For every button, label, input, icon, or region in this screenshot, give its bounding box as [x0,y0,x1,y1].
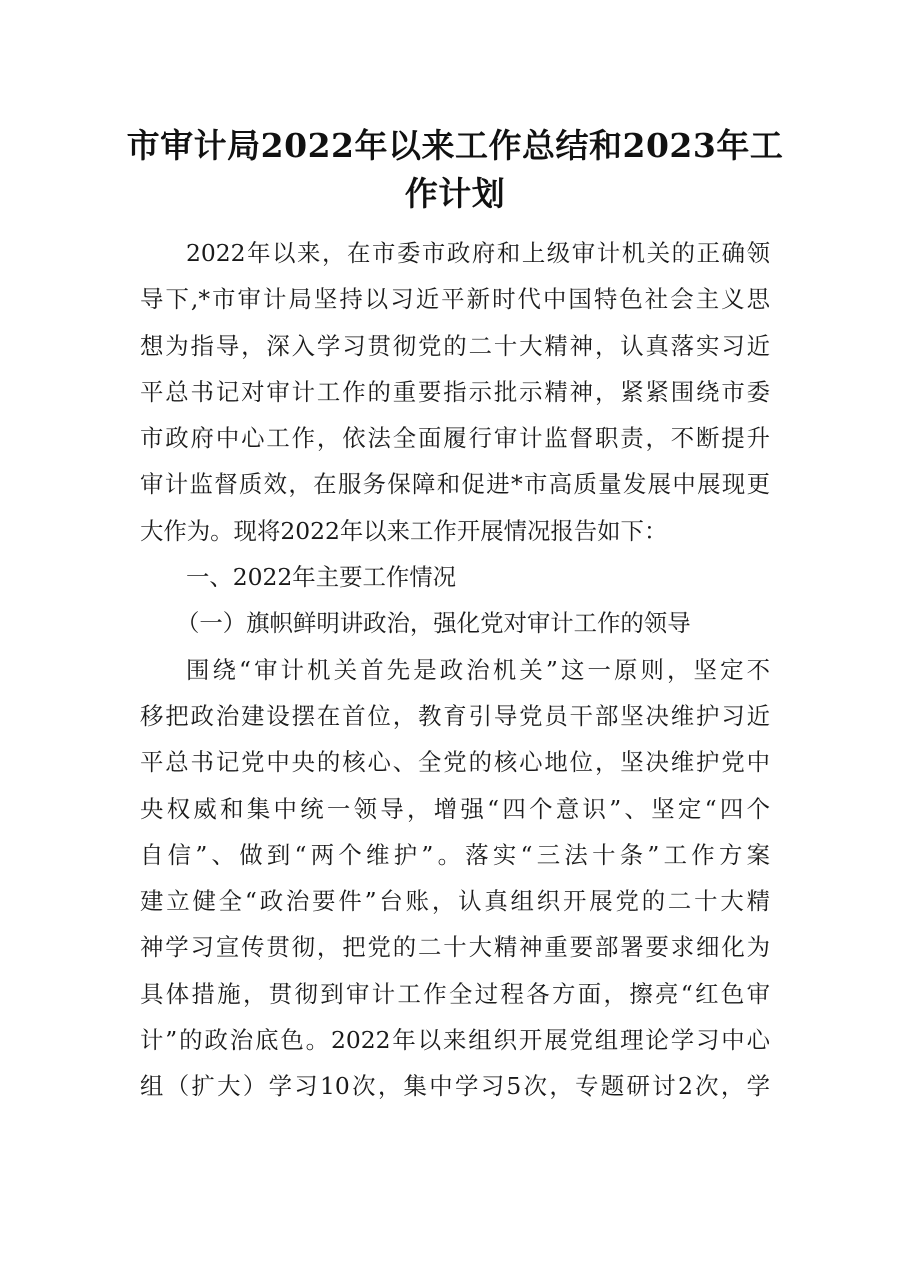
paragraph-1-line: 想为指导，深入学习贯彻党的二十大精神，认真落实习近 [140,331,770,360]
paragraph-1-line: 审计监督质效，在服务保障和促进*市高质量发展中展现更 [140,470,770,499]
document-title [120,122,790,218]
paragraph-2-line: 建立健全“政治要件”台账，认真组织开展党的二十大精 [140,887,770,916]
paragraph-2-line: 自信”、做到“两个维护”。落实“三法十条”工作方案 [140,840,770,869]
paragraph-1-line: 2022年以来，在市委市政府和上级审计机关的正确领 [186,239,770,267]
section-heading: 一、2022年主要工作情况 [186,563,457,592]
paragraph-2-line: 组（扩大）学习10次，集中学习5次，专题研讨2次，学 [140,1072,770,1101]
paragraph-1-line: 平总书记对审计工作的重要指示批示精神，紧紧围绕市委 [140,377,770,406]
title-line-2: 作计划 [404,174,506,213]
paragraph-2-line: 平总书记党中央的核心、全党的核心地位，坚决维护党中 [140,748,770,777]
document-body [140,230,770,1110]
paragraph-2-line: 央权威和集中统一领导，增强“四个意识”、坚定“四个 [140,794,770,823]
paragraph-2-line: 移把政治建设摆在首位，教育引导党员干部坚决维护习近 [140,701,770,730]
title-line-1: 市审计局2022年以来工作总结和2023年工 [126,126,784,165]
paragraph-2-line: 具体措施，贯彻到审计工作全过程各方面，擦亮“红色审 [140,979,770,1008]
paragraph-1-line: 市政府中心工作，依法全面履行审计监督职责，不断提升 [140,424,770,453]
paragraph-1-line: 大作为。现将2022年以来工作开展情况报告如下： [140,516,668,545]
paragraph-1-line: 导下,*市审计局坚持以习近平新时代中国特色社会主义思 [140,285,770,314]
paragraph-2-line: 计”的政治底色。2022年以来组织开展党组理论学习中心 [140,1026,770,1055]
paragraph-2-line: 围绕“审计机关首先是政治机关”这一原则，坚定不 [186,655,770,684]
paragraph-2-line: 神学习宣传贯彻，把党的二十大精神重要部署要求细化为 [140,933,770,962]
subsection-heading: （一）旗帜鲜明讲政治，强化党对审计工作的领导 [176,609,691,638]
